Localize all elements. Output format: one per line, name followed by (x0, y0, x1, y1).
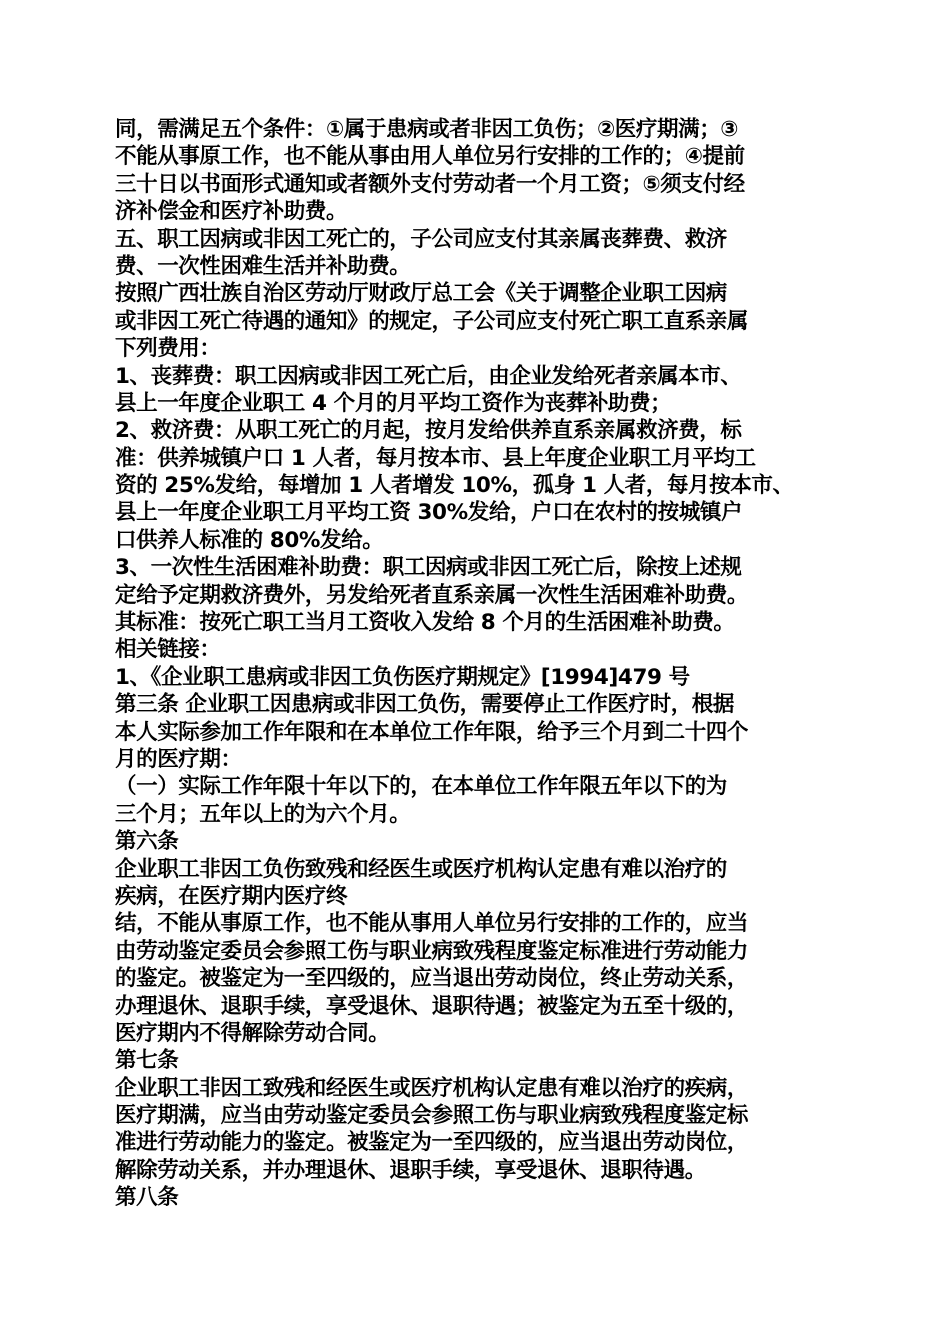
text-line: 三十日以书面形式通知或者额外支付劳动者一个月工资；⑤须支付经 (115, 171, 745, 197)
text-line: 准：供养城镇户口 1 人者，每月按本市、县上年度企业职工月平均工 (115, 445, 756, 471)
text-line: 或非因工死亡待遇的通知》的规定，子公司应支付死亡职工直系亲属 (115, 308, 749, 334)
text-line: （一）实际工作年限十年以下的，在本单位工作年限五年以下的为 (115, 774, 727, 800)
text-line: 3、一次性生活困难补助费：职工因病或非因工死亡后，除按上述规 (115, 555, 742, 581)
text-line: 医疗期内不得解除劳动合同。 (115, 1020, 390, 1046)
text-line: 准进行劳动能力的鉴定。被鉴定为一至四级的，应当退出劳动岗位， (115, 1130, 749, 1156)
text-line: 相关链接： (115, 637, 221, 663)
text-line: 2、救济费：从职工死亡的月起，按月发给供养直系亲属救济费，标 (115, 418, 742, 444)
text-line: 1、丧葬费：职工因病或非因工死亡后，由企业发给死者亲属本市、 (115, 363, 742, 389)
text-line: 县上一年度企业职工 4 个月的月平均工资作为丧葬补助费； (115, 390, 672, 416)
text-line: 结，不能从事原工作，也不能从事用人单位另行安排的工作的，应当 (115, 911, 749, 937)
text-line: 第八条 (115, 1185, 179, 1211)
text-line: 本人实际参加工作年限和在本单位工作年限，给予三个月到二十四个 (115, 719, 749, 745)
document-body (115, 116, 840, 1212)
text-line: 按照广西壮族自治区劳动厅财政厅总工会《关于调整企业职工因病 (115, 281, 727, 307)
text-line: 企业职工非因工负伤致残和经医生或医疗机构认定患有难以治疗的 (115, 856, 727, 882)
text-line: 县上一年度企业职工月平均工资 30%发给，户口在农村的按城镇户 (115, 500, 743, 526)
text-line: 资的 25%发给，每增加 1 人者增发 10%，孤身 1 人者，每月按本市、 (115, 473, 794, 499)
text-line: 办理退休、退职手续，享受退休、退职待遇；被鉴定为五至十级的， (115, 993, 749, 1019)
text-line: 不能从事原工作，也不能从事由用人单位另行安排的工作的；④提前 (115, 144, 745, 170)
text-line: 1、《企业职工患病或非因工负伤医疗期规定》[1994]479 号 (115, 664, 690, 690)
text-line: 口供养人标准的 80%发给。 (115, 527, 384, 553)
text-line: 第六条 (115, 829, 179, 855)
text-line: 三个月；五年以上的为六个月。 (115, 801, 411, 827)
text-line: 月的医疗期： (115, 746, 242, 772)
text-line: 第三条 企业职工因患病或非因工负伤，需要停止工作医疗时，根据 (115, 692, 734, 718)
text-line: 医疗期满，应当由劳动鉴定委员会参照工伤与职业病致残程度鉴定标 (115, 1103, 749, 1129)
text-line: 由劳动鉴定委员会参照工伤与职业病致残程度鉴定标准进行劳动能力 (115, 938, 749, 964)
text-line: 济补偿金和医疗补助费。 (115, 199, 348, 225)
text-line: 其标准：按死亡职工当月工资收入发给 8 个月的生活困难补助费。 (115, 610, 735, 636)
text-line: 费、一次性困难生活并补助费。 (115, 253, 411, 279)
text-line: 定给予定期救济费外，另发给死者直系亲属一次性生活困难补助费。 (115, 582, 749, 608)
text-line: 解除劳动关系，并办理退休、退职手续，享受退休、退职待遇。 (115, 1157, 706, 1183)
text-line: 下列费用： (115, 336, 221, 362)
text-line: 企业职工非因工致残和经医生或医疗机构认定患有难以治疗的疾病， (115, 1075, 749, 1101)
text-line: 的鉴定。被鉴定为一至四级的，应当退出劳动岗位，终止劳动关系， (115, 966, 749, 992)
text-line: 同，需满足五个条件：①属于患病或者非因工负伤；②医疗期满；③ (115, 117, 739, 142)
text-line: 疾病，在医疗期内医疗终 (115, 883, 348, 909)
text-line: 第七条 (115, 1048, 179, 1074)
text-line: 五、职工因病或非因工死亡的，子公司应支付其亲属丧葬费、救济 (115, 226, 727, 252)
